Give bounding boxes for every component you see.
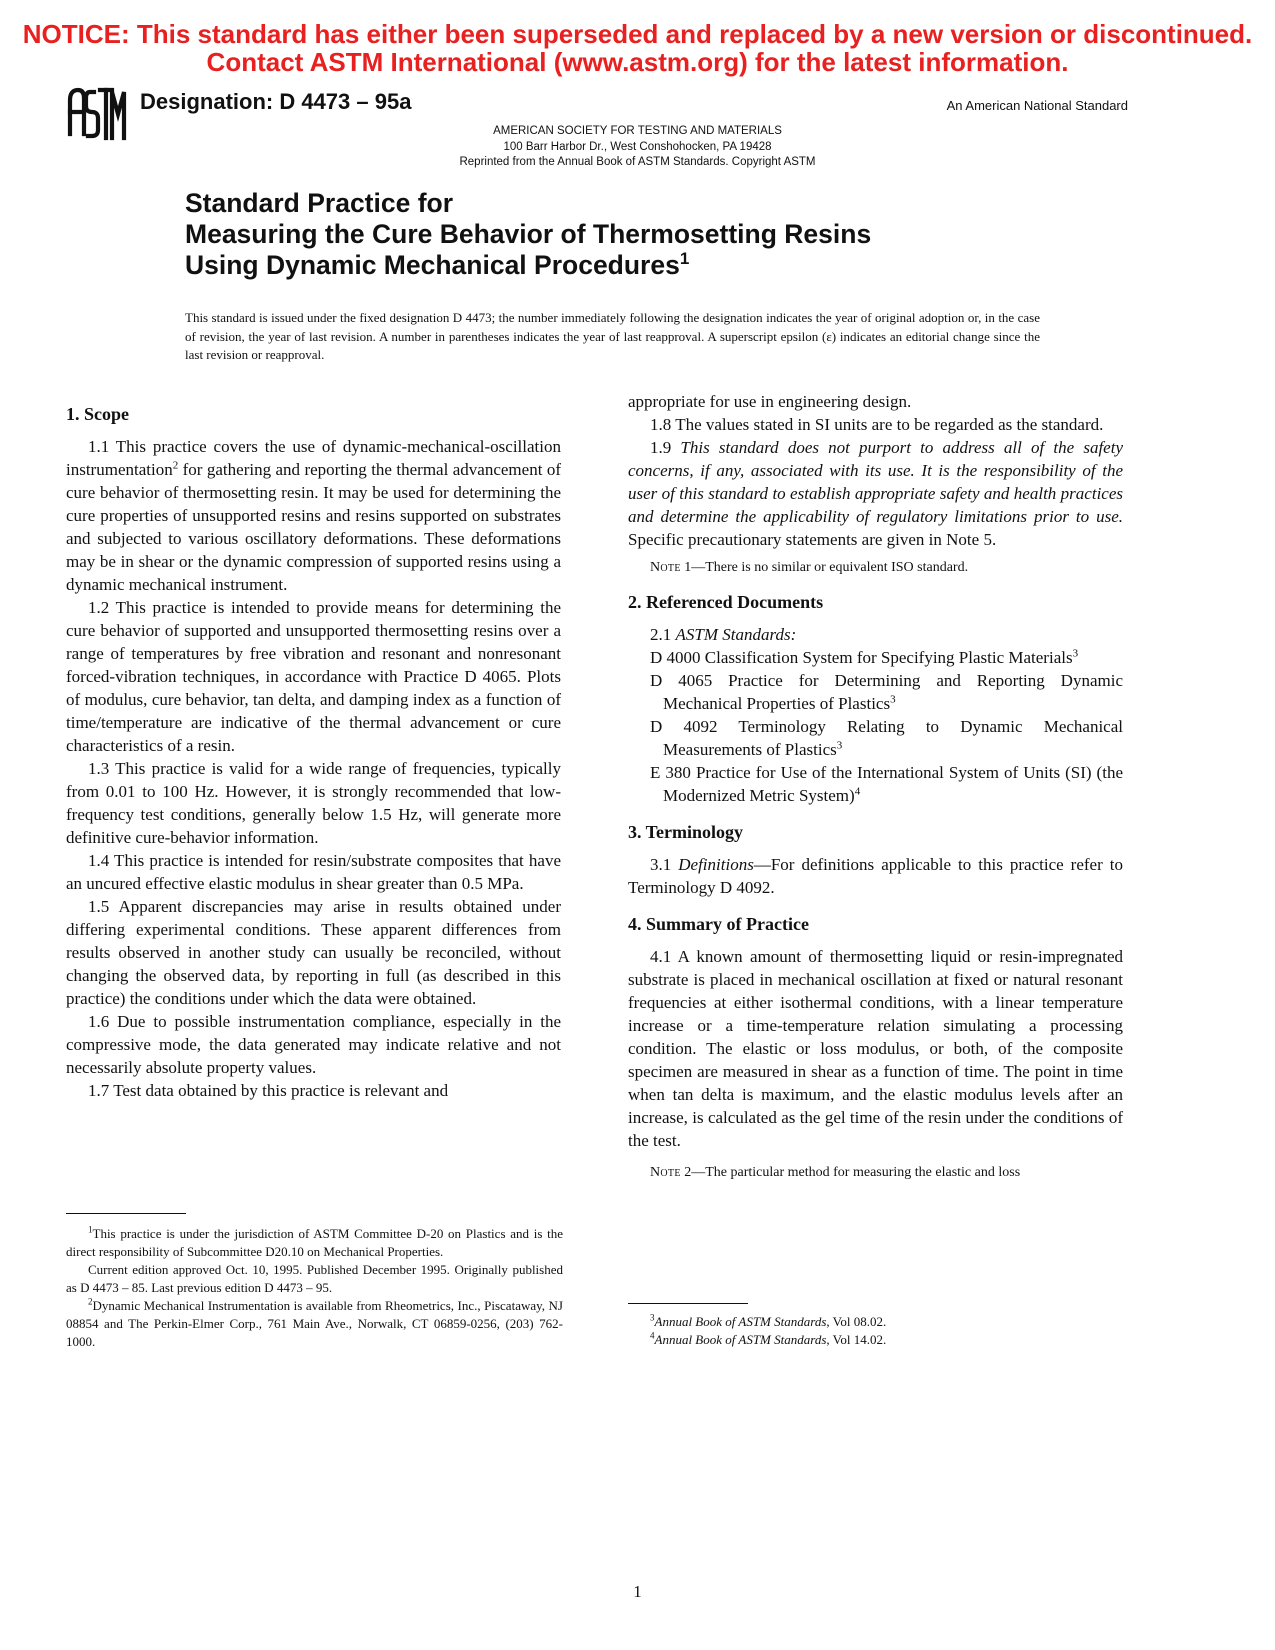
ref-d4065-text: D 4065 Practice for Determining and Reporting Dynamic Mechanical Properties of Plastics [650, 671, 1123, 713]
para-1-7-cont: appropriate for use in engineering design. [628, 392, 912, 411]
terminology-heading: 3. Terminology [628, 822, 744, 842]
para-1-3: 1.3 This practice is valid for a wide range of frequencies, typically from 0.01 to 100 Hz. However, it is strongly recommended that low-frequency test conditions, generally below 1.5 Hz, will generate more definitive cure-behavior information. [66, 759, 561, 847]
footnote-3-text: , Vol 08.02. [826, 1314, 887, 1329]
footnote-3-italic: Annual Book of ASTM Standards [654, 1314, 827, 1329]
society-name: AMERICAN SOCIETY FOR TESTING AND MATERIALS [493, 125, 782, 137]
page-title [185, 188, 871, 281]
para-3-1-italic: Definitions [678, 855, 754, 874]
ref-d4000 [628, 646, 1123, 669]
society-address: 100 Barr Harbor Dr., West Conshohocken, PA 19428 [503, 140, 772, 153]
para-1-9-num: 1.9 [650, 438, 681, 457]
note-2 [628, 1164, 1123, 1182]
footnote-4-italic: Annual Book of ASTM Standards [654, 1332, 827, 1347]
ref-d4092 [628, 715, 1123, 761]
para-1-1 [66, 435, 561, 596]
american-national-standard: An American National Standard [946, 98, 1128, 113]
footnote-1 [66, 1225, 563, 1261]
footnotes-left [66, 1225, 563, 1351]
title-line-3 [185, 250, 871, 281]
ref-e380-text: E 380 Practice for Use of the International System of Units (SI) (the Modernized Metric System) [650, 763, 1123, 805]
note-1-text: 1—There is no similar or equivalent ISO standard. [680, 560, 969, 575]
ref-d4000-text: D 4000 Classification System for Specifying Plastic Materials [650, 648, 1073, 667]
footnote-1-text: This practice is under the jurisdiction of ASTM Committee D-20 on Plastics and is the direct responsibility of Subcommittee D20.10 on Mechanical Properties. [66, 1226, 563, 1259]
referenced-documents-heading: 2. Referenced Documents [628, 592, 824, 612]
title-line-2: Measuring the Cure Behavior of Thermosetting Resins [185, 219, 872, 249]
para-3-1-text: —For definitions applicable to this practice refer to Terminology D 4092. [628, 855, 1123, 897]
ref-e380-sup: 4 [854, 785, 861, 798]
para-1-9 [628, 436, 1123, 551]
footnote-rule-left [66, 1213, 186, 1214]
note-2-label: Note [650, 1165, 681, 1180]
para-2-1-italic: ASTM Standards: [675, 625, 797, 644]
footnotes-right [628, 1313, 1125, 1349]
notice-line-1: NOTICE: This standard has either been superseded and replaced by a new version or discontinued. [22, 19, 1253, 49]
ref-d4092-text: D 4092 Terminology Relating to Dynamic Mechanical Measurements of Plastics [650, 717, 1123, 759]
footnote-3 [628, 1313, 1125, 1331]
para-1-9-italic: This standard does not purport to address all of the safety concerns, if any, associated with its use. It is the responsibility of the user of this standard to establish appropriate safety and health practices and determine the applicability of regulatory limitations prior to use. [628, 438, 1123, 526]
designation: Designation: D 4473 – 95a [140, 89, 412, 114]
left-column [66, 403, 561, 1102]
note-1-label: Note [650, 560, 681, 575]
para-3-1-num: 3.1 [650, 855, 679, 874]
ref-d4065-sup: 3 [890, 693, 896, 706]
footnote-4 [628, 1331, 1125, 1349]
right-column [628, 390, 1123, 1182]
footnote-rule-right [628, 1303, 748, 1304]
para-1-9-end: Specific precautionary statements are given in Note 5. [628, 530, 997, 549]
para-1-1-a: 1.1 This practice covers the use of dynamic-mechanical-oscillation instrumentation [66, 437, 561, 479]
para-1-5: 1.5 Apparent discrepancies may arise in results obtained under differing experimental conditions. These apparent differences from results observed in another study can usually be reconciled, without changing the observed data, by reporting in full (as described in this practice) the conditions under which the data were obtained. [66, 897, 561, 1008]
footnote-1-edition: Current edition approved Oct. 10, 1995. Published December 1995. Originally published as D 4473 – 85. Last previous edition D 4473 – 95. [66, 1262, 563, 1295]
reprint-line: Reprinted from the Annual Book of ASTM Standards. Copyright ASTM [459, 156, 816, 168]
footnote-4-text: , Vol 14.02. [826, 1332, 887, 1347]
para-2-1-num: 2.1 [650, 625, 676, 644]
para-4-1: 4.1 A known amount of thermosetting liquid or resin-impregnated substrate is placed in mechanical oscillation at fixed or natural resonant frequencies at either isothermal conditions, with a linear temperature increase or a time-temperature relation simulating a processing condition. The elastic or loss modulus, or both, of the composite specimen are measured in shear as a function of time. The point in time when tan delta is maximum, and the elastic modulus levels after an increase, is calculated as the gel time of the resin under the conditions of the test. [628, 947, 1123, 1150]
ref-d4065 [628, 669, 1123, 715]
para-2-1 [628, 623, 1123, 646]
para-3-1 [628, 853, 1123, 899]
footnote-1-marker: 1 [88, 1224, 93, 1235]
ref-e380 [628, 761, 1123, 807]
footnote-ref-2: 2 [172, 459, 179, 472]
note-1 [628, 559, 1123, 577]
ref-d4000-sup: 3 [1072, 647, 1079, 660]
issued-statement: This standard is issued under the fixed designation D 4473; the number immediately following the designation indicates the year of original adoption or, in the case of revision, the year of last revision. A number in parentheses indicates the year of last reapproval. A superscript epsilon (ε) indicates an editorial change since the last revision or reapproval. [185, 310, 1040, 362]
society-block [0, 124, 1275, 171]
summary-heading: 4. Summary of Practice [628, 914, 809, 934]
para-1-1-b: for gathering and reporting the thermal advancement of cure behavior of thermosetting resin. It may be used for determining the cure properties of unsupported resins and resins supported on substrates and subjected to various oscillatory deformations. These deformations may be in shear or the dynamic compression of supported resins using a dynamic mechanical instrument. [66, 460, 561, 594]
title-line-3-text: Using Dynamic Mechanical Procedures [185, 250, 680, 280]
ref-d4092-sup: 3 [836, 739, 843, 752]
footnote-2 [66, 1297, 563, 1351]
para-1-4: 1.4 This practice is intended for resin/substrate composites that have an uncured effective elastic modulus in shear greater than 0.5 MPa. [66, 851, 561, 893]
note-2-text: 2—The particular method for measuring the elastic and loss [680, 1165, 1021, 1180]
notice-line-2: Contact ASTM International (www.astm.org) for the latest information. [206, 47, 1069, 77]
para-1-7: 1.7 Test data obtained by this practice is relevant and [88, 1081, 449, 1100]
para-1-8: 1.8 The values stated in SI units are to be regarded as the standard. [650, 415, 1104, 434]
para-1-6: 1.6 Due to possible instrumentation compliance, especially in the compressive mode, the data generated may indicate relative and not necessarily absolute property values. [66, 1012, 561, 1077]
footnote-2-marker: 2 [88, 1296, 93, 1307]
title-line-1: Standard Practice for [185, 188, 454, 218]
footnote-2-text: Dynamic Mechanical Instrumentation is available from Rheometrics, Inc., Piscataway, NJ 08854 and The Perkin-Elmer Corp., 761 Main Ave., Norwalk, CT 06859-0256, (203) 762-1000. [66, 1298, 563, 1349]
footnote-3-marker: 3 [650, 1312, 655, 1323]
scope-heading: 1. Scope [66, 404, 129, 424]
footnote-4-marker: 4 [650, 1330, 655, 1341]
title-footnote-ref: 1 [679, 249, 690, 269]
para-1-2: 1.2 This practice is intended to provide means for determining the cure behavior of supported and unsupported thermosetting resins over a range of temperatures by free vibration and resonant and nonresonant forced-vibration techniques, in accordance with Practice D 4065. Plots of modulus, cure behavior, tan delta, and damping index as a function of time/temperature are indicative of the thermal advancement or cure characteristics of a resin. [66, 598, 561, 755]
page-number: 1 [633, 1582, 642, 1601]
